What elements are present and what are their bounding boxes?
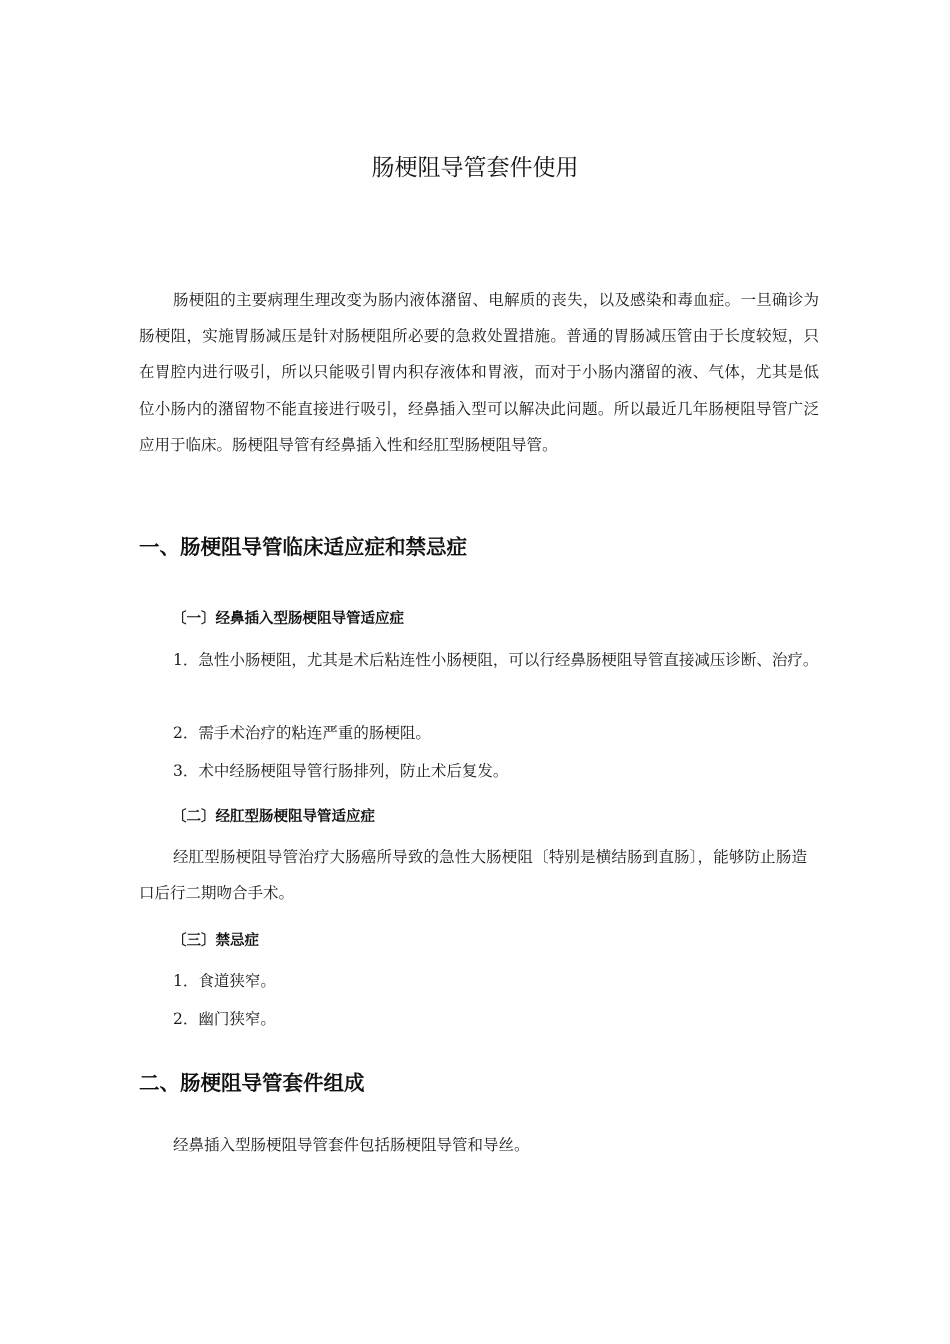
section-1-heading: 一、肠梗阻导管临床适应症和禁忌症	[139, 535, 467, 559]
document-title: 肠梗阻导管套件使用	[371, 155, 579, 181]
indication-item-1: 1．急性小肠梗阻，尤其是术后粘连性小肠梗阻，可以行经鼻肠梗阻导管直接减压诊断、治疗。	[173, 651, 819, 669]
subsection-2-heading: 〔二〕经肛型肠梗阻导管适应症	[172, 809, 375, 825]
indication-item-2: 2．需手术治疗的粘连严重的肠梗阻。	[173, 724, 431, 742]
contraindication-item-1: 1．食道狭窄。	[173, 972, 276, 990]
indication-item-3: 3．术中经肠梗阻导管行肠排列，防止术后复发。	[173, 762, 509, 780]
contraindication-item-2: 2．幽门狭窄。	[173, 1010, 276, 1028]
section-2-text: 经鼻插入型肠梗阻导管套件包括肠梗阻导管和导丝。	[173, 1136, 530, 1154]
intro-paragraph: 肠梗阻的主要病理生理改变为肠内液体潴留、电解质的丧失，以及感染和毒血症。一旦确诊为肠梗阻，实施胃肠减压是针对肠梗阻所必要的急救处置措施。普通的胃肠减压管由于长度较短，只在胃腔内进行吸引，所以只能吸引胃内积存液体和胃液，而对于小肠内潴留的液、气体，尤其是低位小肠内的潴留物不能直接进行吸引，经鼻插入型可以解决此问题。所以最近几年肠梗阻导管广泛应用于临床。肠梗阻导管有经鼻插入性和经肛型肠梗阻导管。	[139, 291, 819, 454]
subsection-1-heading: 〔一〕经鼻插入型肠梗阻导管适应症	[172, 611, 404, 627]
section-2-heading: 二、肠梗阻导管套件组成	[139, 1071, 365, 1095]
subsection-3-heading: 〔三〕禁忌症	[172, 933, 259, 949]
subsection-2-text: 经肛型肠梗阻导管治疗大肠癌所导致的急性大肠梗阻〔特别是横结肠到直肠〕，能够防止肠造口后行二期吻合手术。	[139, 848, 807, 903]
